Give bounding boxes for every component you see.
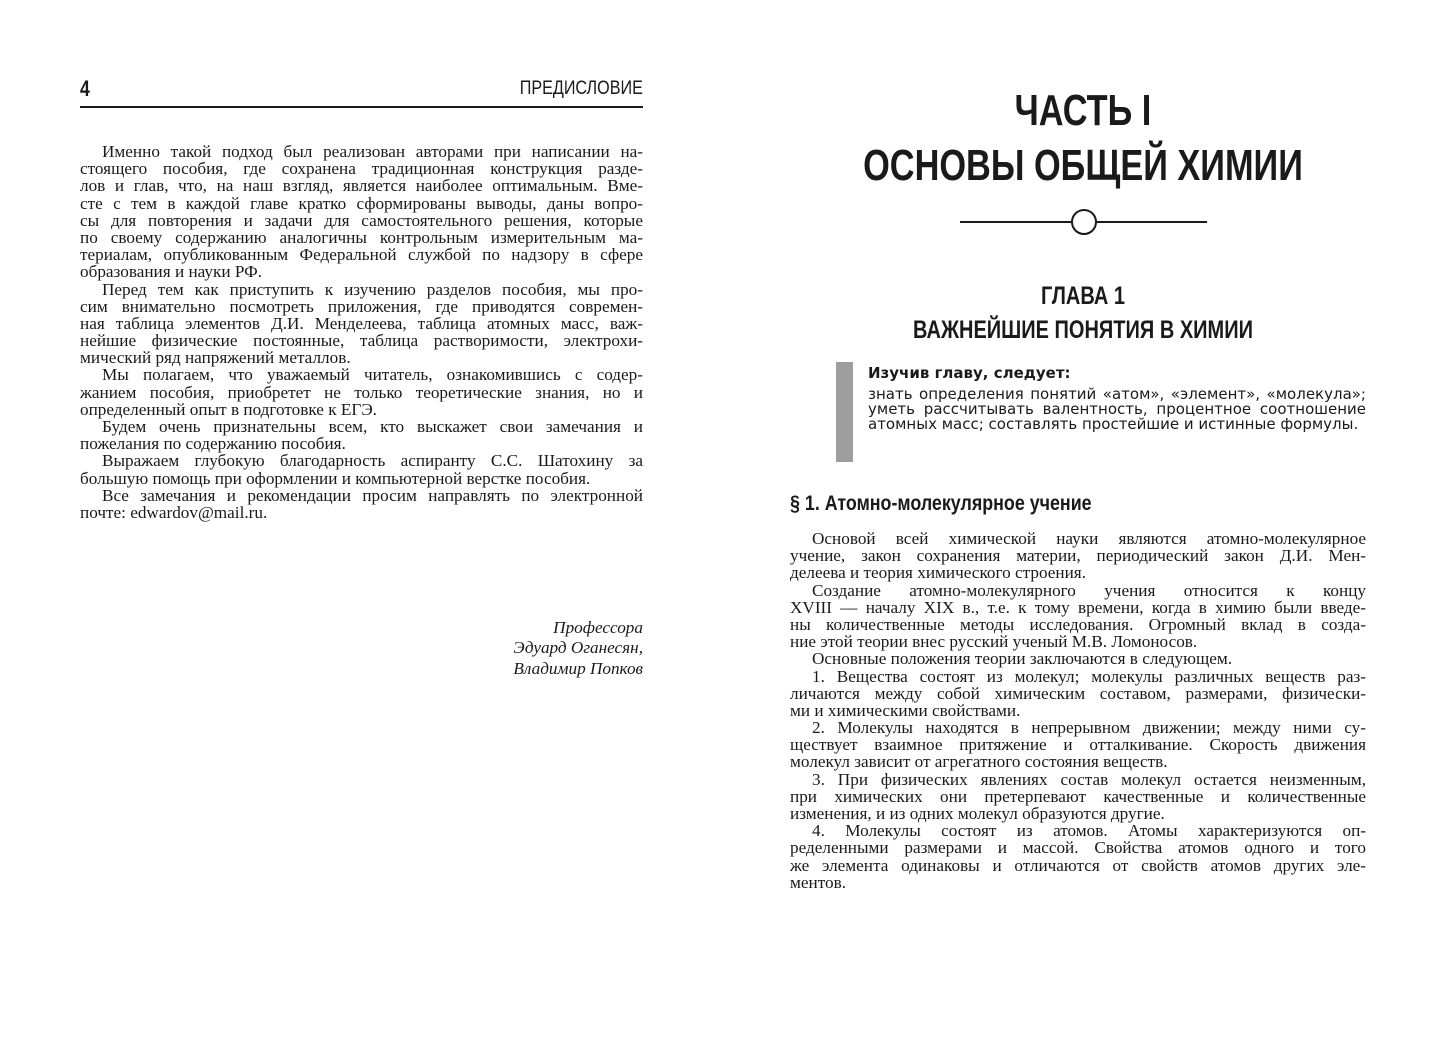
text-line: Выражаем глубокую благодарность аспиранту С.С. Шатохину за [102,451,643,471]
text-line: молекул зависит от агрегатного состояния веществ. [790,752,1168,772]
text-line: Все замечания и рекомендации просим направлять по электронной [102,485,643,505]
text-line: ная таблица элементов Д.И. Менделеева, таблица атомных масс, важ- [80,313,643,333]
text-line: Будем очень признательны всем, кто выскажет свои замечания и [102,417,643,436]
text-line: XVIII — началу XIX в., т.е. к тому времени, когда в химию были введе- [790,597,1366,617]
text-line: ны количественные методы исследования. Огромный вклад в созда- [790,614,1366,634]
signature-line: Эдуард Оганесян, [513,638,643,658]
paragraph [790,529,1366,581]
text-line: сте с тем в каждой главе кратко сформированы выводы, даны вопро- [80,193,643,213]
text-line: делеева и теория химического строения. [790,563,1086,583]
text-line: териалам, опубликованным Федеральной службой по надзору в сфере [80,245,643,265]
text-line: ми и химическими свойствами. [790,700,1021,720]
preface-body [80,142,643,520]
chapter-goals [868,363,1366,434]
part-label: ЧАСТЬ I [1014,86,1152,135]
text-line: большую помощь при оформлении и компьютерной верстке пособия. [80,468,591,488]
text-line: 1. Вещества состоят из молекул; молекулы различных веществ раз- [812,666,1366,686]
text-line: 4. Молекулы состоят из атомов. Атомы характеризуются оп- [812,821,1366,841]
text-line: Перед тем как приступить к изучению разделов пособия, мы про- [102,279,643,299]
text-line: ментов. [790,872,846,892]
paragraph [790,667,1366,719]
text-line: по своему содержанию аналогичны контрольным измерительным ма- [80,227,643,247]
chapter-title: ВАЖНЕЙШИЕ ПОНЯТИЯ В ХИМИИ [913,316,1253,344]
paragraph [80,365,643,417]
text-line: Мы полагаем, что уважаемый читатель, ознакомившись с содер- [102,365,643,385]
text-line: сы для повторения и задачи для самостоятельного решения, которые [80,210,643,230]
goals-line: уметь рассчитывать валентность, процентное соотношение [868,400,1366,419]
text-line: нейшие физические постоянные, таблица растворимости, электрохи- [80,331,643,351]
text-line: образования и науки РФ. [80,262,262,282]
text-line: Основные положения теории заключаются в следующем. [812,649,1233,669]
running-title: ПРЕДИСЛОВИЕ [519,78,643,99]
part-title: ОСНОВЫ ОБЩЕЙ ХИМИИ [863,141,1303,190]
paragraph [790,821,1366,890]
paragraph [790,581,1366,650]
text-line: Именно такой подход был реализован авторами при написании на- [102,142,643,161]
text-line: пожелания по содержанию пособия. [80,434,346,454]
goals-sidebar-bar [836,362,853,462]
goals-heading: Изучив главу, следует: [868,364,1071,382]
paragraph [80,451,643,488]
text-line: мический ряд напряжений металлов. [80,348,351,368]
text-line: лов и глав, что, на наш взгляд, является наиболее оптимальным. Вме- [80,176,643,196]
section-body [790,529,1366,890]
text-line: изменения, и из одних молекул образуются другие. [790,804,1165,823]
text-line: стоящего пособия, где сохранена традиционная конструкция разде- [80,159,643,179]
text-line: Основой всей химической науки являются атомно-молекулярное [812,529,1366,548]
ornament-divider [960,221,1207,223]
signature-line: Владимир Попков [513,658,643,678]
text-line: жанием пособия, приобретет не только теоретические знания, но и [80,382,643,402]
text-line: почте: edwardov@mail.ru. [80,502,268,522]
paragraph [790,649,1366,669]
text-line: же элемента одинаковы и отличаются от свойств атомов других эле- [790,855,1366,875]
goals-line: атомных масс; составлять простейшие и истинные формулы. [868,415,1359,434]
text-line: учение, закон сохранения материи, периодический закон Д.И. Мен- [790,546,1366,566]
signature [513,618,643,679]
paragraph [80,142,643,280]
section-title: § 1. Атомно-молекулярное учение [790,492,1092,515]
text-line: определенный опыт в подготовке к ЕГЭ. [80,399,377,419]
text-line: 2. Молекулы находятся в непрерывном движении; между ними су- [812,718,1366,738]
paragraph [80,280,643,366]
text-line: ределенными размерами и массой. Свойства атомов одного и того [790,838,1366,858]
text-line: личаются между собой химическим составом, размерами, физически- [790,683,1366,703]
text-line: сим внимательно посмотреть приложения, где приводятся современ- [80,296,643,316]
text-line: при химических они претерпевают качественные и количественные [790,786,1366,806]
paragraph [80,486,643,520]
text-line: 3. При физических явлениях состав молекул остается неизменным, [812,769,1366,789]
paragraph [790,718,1366,770]
paragraph [790,770,1366,822]
text-line: Создание атомно-молекулярного учения относится к концу [812,580,1366,600]
chapter-label: ГЛАВА 1 [1041,282,1125,310]
signature-line: Профессора [553,618,643,637]
paragraph [80,417,643,454]
text-line: ществует взаимное притяжение и отталкивание. Скорость движения [790,735,1366,755]
goals-line: знать определения понятий «атом», «элемент», «молекула»; [868,385,1366,404]
text-line: ние этой теории внес русский ученый М.В. Ломоносов. [790,632,1198,652]
running-header [80,76,643,108]
page-number: 4 [80,76,90,101]
